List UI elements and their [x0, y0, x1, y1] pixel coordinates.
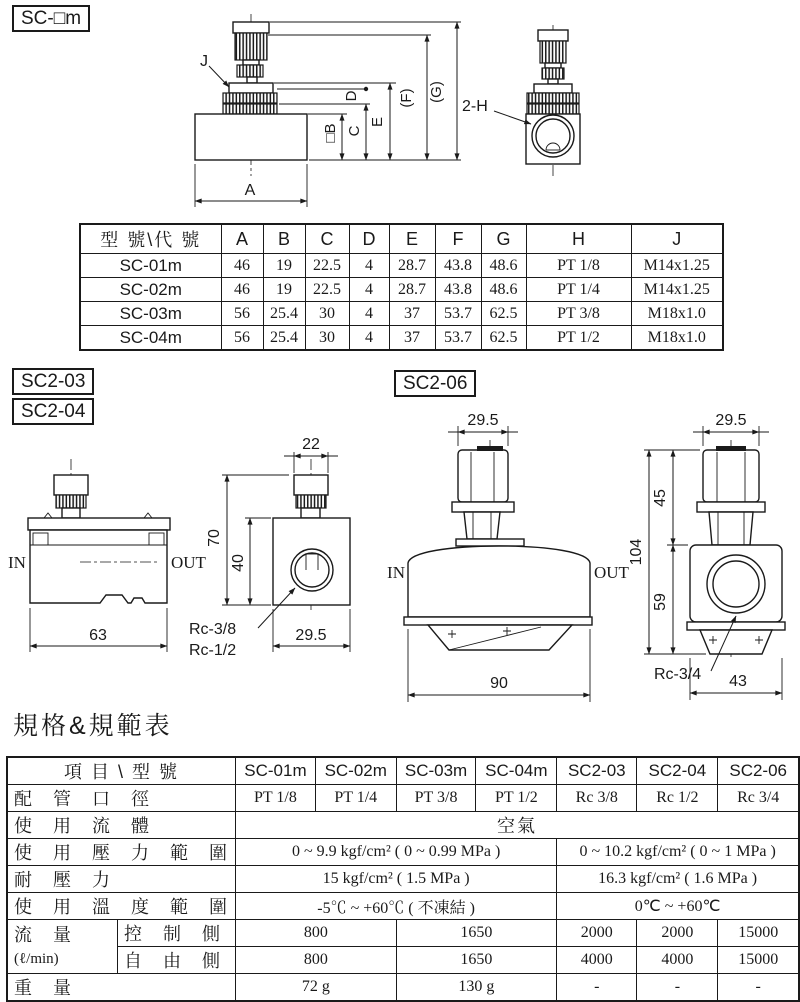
table-row [7, 893, 799, 920]
knob-cap [703, 450, 759, 502]
flange [687, 622, 785, 630]
flow-rate-header-cell [7, 920, 118, 974]
cell: 43.8 [435, 278, 481, 302]
cell: 4000 [557, 947, 637, 974]
flange [404, 617, 592, 625]
cell: PT 1/2 [476, 785, 557, 812]
cell: 配 管 口 徑 [7, 785, 236, 812]
port-label-rc34: Rc-3/4 [654, 666, 702, 683]
dim-label-D: D [343, 90, 360, 102]
dim-label-C: C [346, 125, 363, 137]
cell: PT 1/4 [526, 278, 631, 302]
valve-body [30, 530, 167, 603]
dim-label-45: 45 [652, 489, 669, 507]
cell: 2000 [557, 920, 637, 947]
cell: SC2-03 [557, 757, 637, 785]
knob-cap [54, 475, 88, 495]
cell: G [481, 224, 526, 254]
cell: 16.3 kgf/cm² ( 1.6 MPa ) [557, 866, 799, 893]
sc-m-dimension-drawing [0, 0, 800, 215]
sc2-06-side-view [628, 412, 785, 700]
sc2-03-front-view [189, 436, 350, 659]
table-row [80, 302, 723, 326]
cell: 1650 [396, 920, 557, 947]
cell: 48.6 [481, 278, 526, 302]
cell: 4 [349, 302, 389, 326]
cell: - [718, 974, 799, 1002]
cell: 0 ~ 9.9 kgf/cm² ( 0 ~ 0.99 MPa ) [236, 839, 557, 866]
cell: 耐 壓 力 [7, 866, 236, 893]
top-plate [28, 518, 170, 530]
cell: SC-04m [476, 757, 557, 785]
table-row [7, 974, 799, 1002]
cell: SC2-04 [637, 757, 718, 785]
cell: 25.4 [263, 326, 305, 351]
cell: 28.7 [389, 254, 435, 278]
model-tag-sc2-06: SC2-06 [394, 370, 476, 397]
cell: 48.6 [481, 254, 526, 278]
cell: M18x1.0 [631, 302, 723, 326]
model-tag-sc2-04: SC2-04 [12, 398, 94, 425]
flow-label: 流 量 [14, 924, 80, 945]
label-J: J [200, 53, 208, 70]
cell: 46 [221, 278, 263, 302]
table-row [7, 839, 799, 866]
model-tag-sc-m: SC-□m [12, 5, 90, 32]
cell: F [435, 224, 481, 254]
table-row [80, 254, 723, 278]
cell: 130 g [396, 974, 557, 1002]
cell: 使 用 壓 力 範 圍 [7, 839, 236, 866]
dim-label-A: A [244, 182, 256, 199]
cell: 19 [263, 278, 305, 302]
knob-cap [458, 450, 508, 502]
model-tag-sc2-03: SC2-03 [12, 368, 94, 395]
cell: A [221, 224, 263, 254]
cell: PT 1/8 [236, 785, 316, 812]
cell: 空氣 [236, 812, 799, 839]
knob-cap [233, 22, 269, 33]
dim-label-59: 59 [652, 593, 669, 611]
dim-label-B: □B [322, 123, 339, 143]
valve-body [195, 114, 307, 160]
cell: SC-03m [396, 757, 476, 785]
table-header-row [80, 224, 723, 254]
cell: 25.4 [263, 302, 305, 326]
cell: 72 g [236, 974, 397, 1002]
cell: - [637, 974, 718, 1002]
cell: 56 [221, 326, 263, 351]
cell: 37 [389, 326, 435, 351]
cell: E [389, 224, 435, 254]
cell: M14x1.25 [631, 278, 723, 302]
spec-table-title: 規格&規範表 [13, 712, 173, 740]
label-2H: 2-H [462, 98, 488, 115]
front-view [195, 14, 461, 207]
table-row [7, 866, 799, 893]
cell: D [349, 224, 389, 254]
in-label: IN [8, 553, 26, 572]
cell: 自 由 側 [118, 947, 236, 974]
cell: 30 [305, 302, 349, 326]
dim-label-104: 104 [628, 538, 645, 566]
cell: 0℃ ~ +60℃ [557, 893, 799, 920]
cell: 22.5 [305, 254, 349, 278]
cell: 800 [236, 947, 397, 974]
cell: SC-01m [236, 757, 316, 785]
cell: Rc 1/2 [637, 785, 718, 812]
sc2-dimension-drawings [0, 412, 800, 708]
knob-knurl [235, 33, 267, 60]
cell: -5℃ ~ +60℃ ( 不凍結 ) [236, 893, 557, 920]
out-label: OUT [171, 553, 206, 572]
cell: 2000 [637, 920, 718, 947]
sc2-03-side-view [8, 459, 207, 652]
dim-label-43: 43 [729, 673, 747, 690]
valve-body [690, 545, 782, 622]
cell: 4 [349, 326, 389, 351]
cell: 重 量 [7, 974, 236, 1002]
out-label: OUT [594, 563, 629, 582]
cell: SC-02m [315, 757, 396, 785]
dim-label-22: 22 [302, 436, 320, 453]
table-row [80, 326, 723, 351]
cell: PT 1/4 [315, 785, 396, 812]
dim-label-29-5: 29.5 [715, 412, 747, 429]
dim-label-F: (F) [398, 88, 415, 108]
port-label-rc12: Rc-1/2 [189, 642, 237, 659]
dim-label-90: 90 [490, 675, 508, 692]
cell: 22.5 [305, 278, 349, 302]
cell: 15000 [718, 947, 799, 974]
cell: SC-02m [80, 278, 221, 302]
dim-label-29-5: 29.5 [295, 627, 327, 644]
cell: 800 [236, 920, 397, 947]
table-row [80, 278, 723, 302]
cell: 30 [305, 326, 349, 351]
valve-body [273, 518, 350, 605]
cell: M14x1.25 [631, 254, 723, 278]
side-view [462, 25, 580, 178]
cell: SC-01m [80, 254, 221, 278]
table-row [7, 785, 799, 812]
cell: - [557, 974, 637, 1002]
cell: J [631, 224, 723, 254]
cell: 53.7 [435, 302, 481, 326]
cell: 使 用 溫 度 範 圍 [7, 893, 236, 920]
lock-nut [229, 83, 273, 93]
cell: PT 1/8 [526, 254, 631, 278]
cell: SC-03m [80, 302, 221, 326]
cell: 19 [263, 254, 305, 278]
dim-label-G: (G) [428, 81, 445, 103]
cell: 28.7 [389, 278, 435, 302]
cell: 使 用 流 體 [7, 812, 236, 839]
cell: 62.5 [481, 326, 526, 351]
cell: SC2-06 [718, 757, 799, 785]
dim-label-40: 40 [230, 554, 247, 572]
cell: 46 [221, 254, 263, 278]
cell: PT 1/2 [526, 326, 631, 351]
cell: Rc 3/8 [557, 785, 637, 812]
cell: 15 kgf/cm² ( 1.5 MPa ) [236, 866, 557, 893]
cell: 56 [221, 302, 263, 326]
dimension-table [79, 223, 724, 351]
dim-label-29-5: 29.5 [467, 412, 499, 429]
cell: M18x1.0 [631, 326, 723, 351]
cell: 0 ~ 10.2 kgf/cm² ( 0 ~ 1 MPa ) [557, 839, 799, 866]
cell: 4 [349, 278, 389, 302]
cell: 4000 [637, 947, 718, 974]
valve-body [408, 546, 590, 617]
cell: SC-04m [80, 326, 221, 351]
bracket [700, 630, 772, 654]
table-row [7, 812, 799, 839]
screw-mark [144, 513, 152, 518]
cell: PT 3/8 [396, 785, 476, 812]
cell: 1650 [396, 947, 557, 974]
table-header-row [7, 757, 799, 785]
dim-label-63: 63 [89, 627, 107, 644]
cell: 控 制 側 [118, 920, 236, 947]
spec-table [6, 756, 800, 1002]
cell: 62.5 [481, 302, 526, 326]
cell: 37 [389, 302, 435, 326]
cell: PT 3/8 [526, 302, 631, 326]
cell: 53.7 [435, 326, 481, 351]
cell: 項 目 \ 型 號 [7, 757, 236, 785]
table-row [7, 920, 799, 947]
screw-mark [44, 513, 52, 518]
in-label: IN [387, 563, 405, 582]
cell: Rc 3/4 [718, 785, 799, 812]
cell: B [263, 224, 305, 254]
sc2-06-front-view [387, 412, 630, 702]
cell: 型 號\代 號 [80, 224, 221, 254]
cell: C [305, 224, 349, 254]
cell: 15000 [718, 920, 799, 947]
port-label-rc38: Rc-3/8 [189, 621, 237, 638]
cell: 43.8 [435, 254, 481, 278]
dim-label-70: 70 [206, 529, 223, 547]
flow-unit-label: (ℓ/min) [14, 950, 59, 967]
cell: H [526, 224, 631, 254]
dim-label-E: E [369, 116, 386, 128]
table-row [7, 947, 799, 974]
leader-J [209, 66, 229, 87]
cell: 4 [349, 254, 389, 278]
